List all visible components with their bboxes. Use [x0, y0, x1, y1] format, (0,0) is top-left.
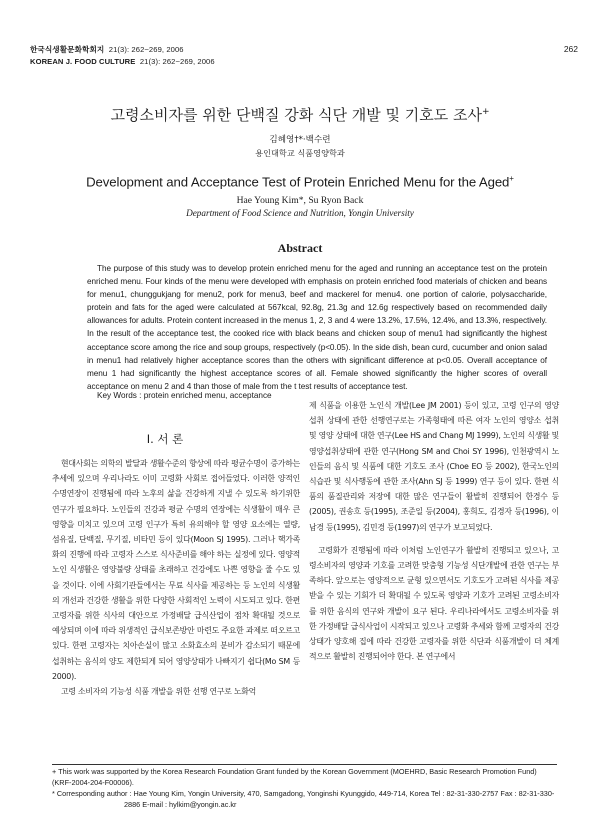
authors-korean: 김혜영†*·백수련 [269, 135, 331, 145]
paper-title-english-text: Development and Acceptance Test of Protein Enriched Menu for the Aged [86, 174, 510, 190]
paragraph: 제 식품을 이용한 노인식 개발(Lee JM 2001) 등이 있고, 고령 인구의 영양섭취 상태에 관한 선행연구로는 가족형태에 따른 여자 노인의 영양소 섭취 및 영양 상태에 대한 연구(Lee HS and Chang MJ 1999), 노인의 식생활 및 영양섭취상태에 관한 연구(Hong SM and Choi SY 1996), 인천광역시 노인들의 음식 및 식품에 대한 기호도 조사 (Choe EO 등 2002), 한국노인의 식습관 및 식사행동에 관한 조사(Ahn SJ 등 1999) 연구 등이 있다. 한편 식품의 품질관리와 저장에 대한 많은 연구들이 활발히 진행되어 한경수 등(2005), 권송흐 등(1995), 조준일 등(2004), 홍희도, 김경자 등(1996), 이남경 등(1995), 김민경 등(1997)의 연구가 보고되었다. [309, 401, 559, 532]
journal-name-korean: 한국식생활문화학회지 [30, 45, 105, 54]
keywords: Key Words : protein enriched menu, acceptance [97, 391, 272, 400]
journal-header [30, 44, 215, 68]
footnote-divider [52, 764, 557, 765]
journal-line-english [30, 56, 215, 68]
footnote-corresponding-text: * Corresponding author : Hae Young Kim, Yongin University, 470, Samgadong, Yonginshi Kyunggido, 449-714, Korea Tel : 82-31-330-2757 Fax : 82-31-330- [52, 789, 555, 798]
paragraph: 고령 소비자의 기능성 식품 개발을 위한 선행 연구로 노화억 [61, 687, 257, 697]
title-footnote-marker-korean: + [481, 107, 490, 117]
footnote-corresponding-contact: 2886 E-mail : hylkim@yongin.ac.kr [124, 799, 237, 809]
journal-citation-korean: 21(3): 262~269, 2006 [108, 45, 184, 54]
footnote-corresponding-author [52, 789, 557, 811]
paper-title-korean-text: 고령소비자를 위한 단백질 강화 식단 개발 및 기호도 조사 [110, 106, 482, 124]
journal-line-korean [30, 44, 215, 56]
page-number: 262 [563, 44, 578, 54]
body-column-right [309, 398, 559, 664]
body-column-left [52, 456, 300, 699]
footnote-funding: + This work was supported by the Korea Research Foundation Grant funded by the Korean Government (MOEHRD, Basic Research Promotion Fund) (KRF-2004-204-F00006). [52, 767, 537, 787]
paragraph: 고령화가 진행됨에 따라 이처럼 노인연구가 활발히 진행되고 있으나, 고령소비자의 영양과 기호를 고려한 맞춤형 기능성 식단개발에 관한 연구는 부족하다. 앞으로는 영양적으로 균형 있으면서도 기호도가 고려된 식사를 제공받을 수 있는 기회가 더 확대될 수 있도록 영양과 기호가 고려된 고령소비자를 위한 음식의 연구와 개발이 요구 된다. 우리나라에서도 고령소비자를 위한 가정배달 급식사업이 시작되고 있으나 고령화 추세와 함께 고령자의 건강상태가 양호해 집에 따라 건강한 고령자를 위한 식단과 식품개발이 더 체계적으로 활발히 진행되어야 한다. 본 연구에서 [309, 545, 559, 662]
affiliation-english: Department of Food Science and Nutrition, Yongin University [186, 208, 414, 218]
paragraph: 현대사회는 의학의 발달과 생활수준의 향상에 따라 평균수명이 증가하는 추세에 있으며 우리나라도 이미 고령화 사회로 접어들었다. 이러한 양적인 수명연장이 진행됨에 따라 노후의 삶을 건강하게 지낼 수 있도록 하기위한 연구가 필요하다. 노인들의 건강과 평균 수명의 연장에는 식생활이 매우 큰 영향을 미치고 있으며 고령 인구가 특히 유의해야 할 영양 요소에는 열량, 섬유질, 단백질, 무기질, 비타민 등이 있다(Moon SJ 1995). 그러나 핵가족화의 진행에 따라 고령자 스스로 식사준비를 해야 하는 실정에 있다. 영양적 노인 식생활은 영양불량 상태를 초래하고 건강에도 나쁜 영향을 줄 수도 있을 것이다. 이에 사회기관들에서는 무료 식사를 제공하는 등 노인의 식생활의 개선과 건강한 생활을 위한 다양한 사회적인 노력이 시도되고 있다. 한편 고령자를 위한 식사의 대안으로 가정배달 급식산업이 점차 확대될 것으로 예상되며 이에 따라 위생적인 급식보존방안 마련도 주요한 과제로 떠오르고 있다. 한편 고령자는 치아손실이 많고 소화효소의 분비가 감소되기 때문에 섭취하는 음식의 양도 제한되게 되어 영양상태가 나빠지기 쉽다(Mo SM 등 2000). [52, 459, 300, 681]
title-footnote-marker-english: + [509, 174, 514, 183]
paper-title-korean [0, 104, 600, 125]
abstract-heading: Abstract [277, 241, 323, 255]
abstract-text: The purpose of this study was to develop protein enriched menu for the aged and running an acceptance test on the protein enriched menu. Four kinds of the menu were developed with emphasis on protein enriched food materials of chicken and beans for menu1, chunggukjang for menu2, pork for menu3, beef and mackerel for menu4. one portion of calorie, polysaccharide, protein and fats for the aged were calculated at 567kcal, 92.8g, 21.3g and 12.6g respectively based on recommended daily allowances for adults. Protein content increased in the menus 1, 2, 3 and 4 were 13.2%, 17.5%, 12.4%, and 13.3%, respectively. In the result of the acceptance test, the cooked rice with black beans and chicken soup of menu1 had significantly the highest acceptance score among the rice and soup groups, respectively (p<0.05). In the side dish, bean curd, cucumber and onion salad in menu1 had relatively higher acceptance scores than the others with significant difference at p<0.05. Overall acceptance of menu 1 had significantly the highest acceptance scores of all. Female showed significantly the higher scores of overall acceptance on menu 2 and 4 than those of male from the t test results of acceptance test. [87, 264, 547, 391]
paper-title-english [0, 174, 600, 189]
journal-name-english: KOREAN J. FOOD CULTURE [30, 57, 136, 66]
affiliation-korean: 용인대학교 식품영양학과 [255, 148, 345, 158]
authors-english: Hae Young Kim*, Su Ryon Back [236, 195, 364, 206]
section-heading-introduction: I. 서 론 [146, 432, 184, 446]
journal-citation-english: 21(3): 262~269, 2006 [139, 57, 215, 66]
